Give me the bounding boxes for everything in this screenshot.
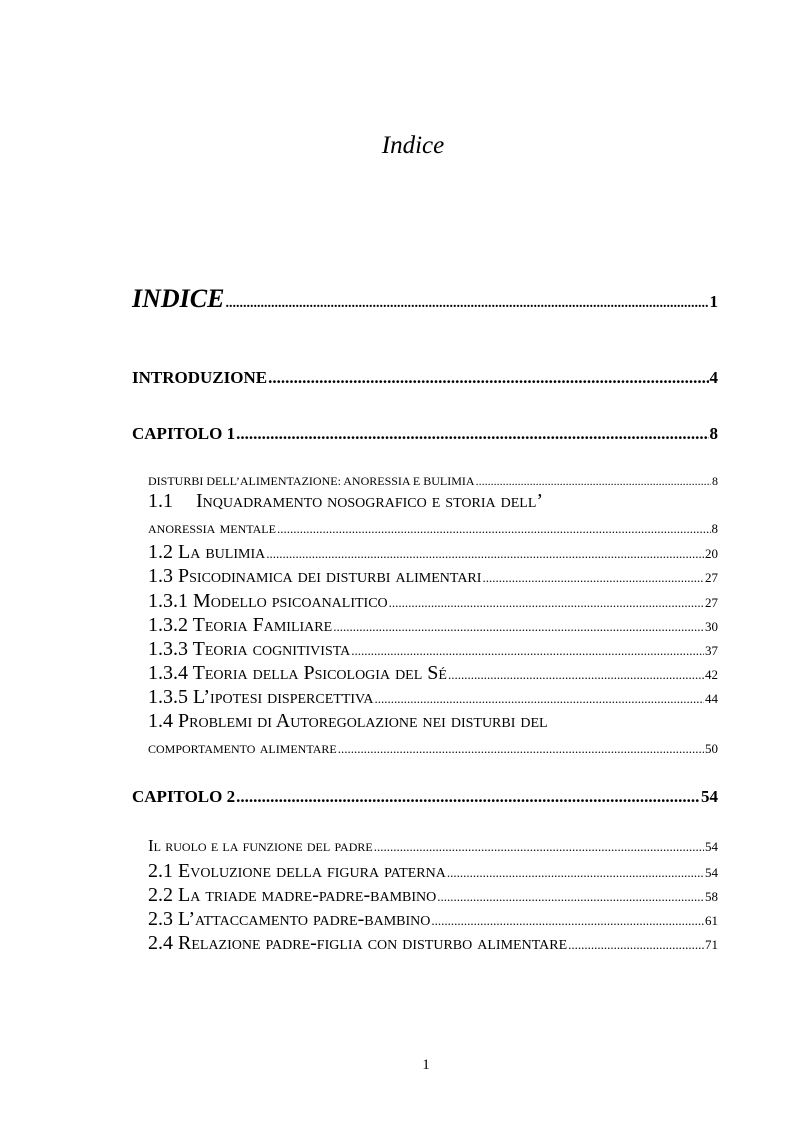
toc-leader-dots: [277, 521, 711, 537]
toc-entry-1-3-3[interactable]: [148, 638, 718, 661]
toc-entry-2-2[interactable]: [148, 884, 718, 907]
toc-entry-2-1[interactable]: [148, 860, 718, 883]
toc-page-number: 20: [705, 546, 718, 561]
toc-leader-dots: [448, 667, 704, 683]
toc-entry-label: Inquadramento nosografico e storia dell’: [196, 490, 544, 512]
toc-entry-label: INDICE: [132, 284, 225, 313]
toc-entry-label: comportamento alimentare: [148, 738, 337, 757]
toc-entry-label: 2.3 L’attaccamento padre-bambino: [148, 908, 431, 930]
toc-page-number: 27: [705, 570, 718, 585]
toc-leader-dots: [476, 474, 711, 489]
page-title: Indice: [381, 132, 445, 159]
toc-entry-1-4-line2[interactable]: [148, 738, 718, 758]
toc-entry-1-3-1[interactable]: [148, 590, 718, 613]
toc-leader-dots: [266, 546, 704, 562]
toc-entry-number: 1.1: [148, 490, 173, 512]
toc-leader-dots: [236, 787, 700, 807]
toc-leader-dots: [389, 595, 704, 611]
toc-leader-dots: [447, 865, 704, 881]
toc-entry-1-1-line2[interactable]: [148, 518, 718, 538]
page-number: 1: [422, 1057, 430, 1073]
toc-entry-label: 1.3.3 Teoria cognitivista: [148, 638, 351, 660]
toc-entry-indice[interactable]: [132, 284, 718, 314]
toc-leader-dots: [338, 741, 704, 757]
toc-entry-1-2[interactable]: [148, 541, 718, 564]
toc-entry-label: 1.3.5 L’ipotesi dispercettiva: [148, 686, 374, 708]
toc-entry-label: 1.2 La bulimia: [148, 541, 266, 563]
toc-entry-label: 2.4 Relazione padre-figlia con disturbo alimentare: [148, 932, 568, 954]
toc-entry-2-4[interactable]: [148, 932, 718, 955]
toc-page-number: 54: [705, 839, 718, 854]
toc-leader-dots: [268, 368, 708, 388]
toc-leader-dots: [225, 296, 708, 312]
toc-page-number: 8: [711, 521, 718, 536]
toc-page-number: 54: [705, 865, 718, 880]
toc-entry-label: Il ruolo e la funzione del padre: [148, 836, 373, 855]
toc-page-number: 30: [705, 619, 718, 634]
toc-entry-label: 1.3.1 Modello psicoanalitico: [148, 590, 388, 612]
toc-page-number: 42: [705, 667, 718, 682]
toc-page-number: 37: [705, 643, 718, 658]
toc-entry-label: CAPITOLO 2: [132, 787, 236, 806]
toc-leader-dots: [333, 619, 704, 635]
toc-page-number: 54: [701, 787, 718, 806]
toc-page-number: 71: [705, 937, 718, 952]
toc-leader-dots: [482, 570, 704, 586]
toc-leader-dots: [437, 889, 704, 905]
toc-entry-1-3-2[interactable]: [148, 614, 718, 637]
toc-entry-1-3-5[interactable]: [148, 686, 718, 709]
toc-entry-1-4-line1[interactable]: [148, 710, 548, 733]
toc-page-number: 58: [705, 889, 718, 904]
toc-entry-1-3-4[interactable]: [148, 662, 718, 685]
toc-entry-label: CAPITOLO 1: [132, 424, 236, 443]
toc-entry-label: 1.3.2 Teoria Familiare: [148, 614, 333, 636]
toc-entry-label: anoressia mentale: [148, 518, 276, 537]
toc-entry-capitolo-1[interactable]: [132, 424, 718, 444]
toc-page-number: 44: [705, 691, 718, 706]
toc-page-number: 1: [709, 292, 718, 311]
toc-entry-1-1-line1[interactable]: [148, 490, 543, 513]
toc-entry-label: 2.2 La triade madre-padre-bambino: [148, 884, 437, 906]
toc-page-number: 61: [705, 913, 718, 928]
toc-entry-label: 1.3 Psicodinamica dei disturbi alimentari: [148, 565, 482, 587]
toc-page-number: 27: [705, 595, 718, 610]
toc-entry-1-3[interactable]: [148, 565, 718, 588]
toc-entry-label: INTRODUZIONE: [132, 368, 268, 387]
toc-page-number: 8: [709, 424, 718, 443]
toc-entry-label: 2.1 Evoluzione della figura paterna: [148, 860, 446, 882]
toc-entry-2-3[interactable]: [148, 908, 718, 931]
toc-entry-label: 1.4 Problemi di Autoregolazione nei disturbi del: [148, 710, 548, 732]
toc-entry-ruolo-padre[interactable]: [148, 836, 718, 856]
toc-page-number: 8: [712, 474, 718, 488]
toc-leader-dots: [351, 643, 704, 659]
toc-leader-dots: [431, 913, 704, 929]
toc-leader-dots: [374, 839, 704, 855]
toc-leader-dots: [236, 424, 708, 444]
toc-entry-introduzione[interactable]: [132, 368, 718, 388]
toc-entry-disturbi-alimentazione[interactable]: [148, 474, 718, 489]
toc-page-number: 4: [709, 368, 718, 387]
toc-leader-dots: [568, 937, 704, 953]
toc-page-number: 50: [705, 741, 718, 756]
toc-entry-label: 1.3.4 Teoria della Psicologia del Sé: [148, 662, 447, 684]
toc-entry-capitolo-2[interactable]: [132, 787, 718, 807]
toc-entry-label: DISTURBI DELL’ALIMENTAZIONE: ANORESSIA E BULIMIA: [148, 474, 475, 488]
toc-leader-dots: [374, 691, 704, 707]
